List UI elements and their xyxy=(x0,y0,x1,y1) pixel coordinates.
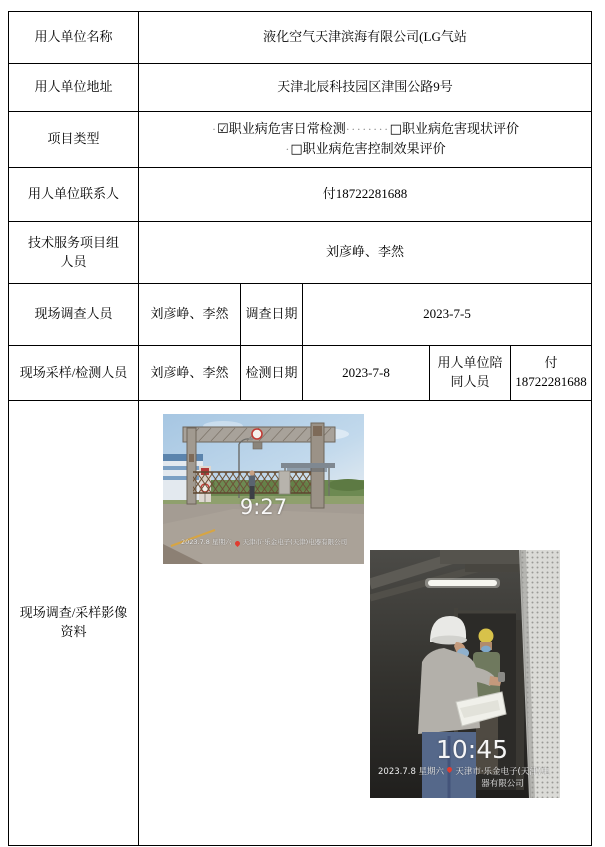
row-site-sampling xyxy=(9,346,592,401)
inspection-form-table xyxy=(8,11,592,846)
employer-name-label: 用人单位名称 xyxy=(9,12,139,64)
location-pin-icon xyxy=(233,540,240,547)
checkbox-unchecked-icon[interactable]: □ xyxy=(389,121,402,137)
employer-address-label: 用人单位地址 xyxy=(9,64,139,112)
row-site-survey xyxy=(9,284,592,346)
site-survey-label: 现场调查人员 xyxy=(9,284,139,346)
photo1-location: 天津市·乐金电子(天津)电器有限公司 xyxy=(242,538,348,546)
survey-date-label: 调查日期 xyxy=(241,284,303,346)
option-status-label: 职业病危害现状评价 xyxy=(401,120,519,136)
photo1-timestamp: 9:27 xyxy=(239,495,288,519)
checkbox-checked-icon[interactable]: ☑ xyxy=(217,121,229,137)
tech-team-label-line1: 技术服务项目组 xyxy=(27,234,119,250)
employer-contact-value: 付18722281688 xyxy=(139,168,592,222)
survey-date-value: 2023-7-5 xyxy=(303,284,592,346)
tech-team-value: 刘彦峥、李然 xyxy=(139,222,592,284)
escort-label: 用人单位陪同人员 xyxy=(430,346,511,401)
row-employer-contact xyxy=(9,168,592,222)
escort-value: 付18722281688 xyxy=(511,346,592,401)
photo1-date: 2023.7.8 星期六 xyxy=(181,538,232,546)
project-type-line-2 xyxy=(143,140,587,160)
media-content-cell xyxy=(139,401,592,846)
tech-team-label-line2: 人员 xyxy=(60,253,87,269)
media-label-line1: 现场调查/采样影像 xyxy=(19,605,128,621)
project-type-line-1 xyxy=(143,120,587,140)
employer-name-value: 液化空气天津滨海有限公司(LG气站 xyxy=(139,12,592,64)
option-control-label: 职业病危害控制效果评价 xyxy=(302,140,446,156)
site-sampling-person: 刘彦峥、李然 xyxy=(139,346,241,401)
row-media xyxy=(9,401,592,846)
project-type-options xyxy=(139,112,592,168)
row-tech-team xyxy=(9,222,592,284)
checkbox-unchecked-icon[interactable]: □ xyxy=(290,141,303,157)
row-project-type xyxy=(9,112,592,168)
dot-separator: ········ xyxy=(345,121,390,136)
photo2-caption xyxy=(378,766,550,791)
site-photo-inspection xyxy=(370,550,560,798)
employer-contact-label: 用人单位联系人 xyxy=(9,168,139,222)
space-mark: · xyxy=(212,121,217,136)
project-type-label: 项目类型 xyxy=(9,112,139,168)
employer-address-value: 天津北辰科技园区津围公路9号 xyxy=(139,64,592,112)
row-employer-address xyxy=(9,64,592,112)
photo1-caption xyxy=(181,538,347,547)
sampling-date-value: 2023-7-8 xyxy=(303,346,430,401)
photo2-location: 天津市·乐金电子(天津)电器有限公司 xyxy=(455,767,550,790)
row-employer-name xyxy=(9,12,592,64)
site-survey-person: 刘彦峥、李然 xyxy=(139,284,241,346)
tech-team-label xyxy=(9,222,139,284)
site-photo-gate xyxy=(163,414,364,564)
site-sampling-label: 现场采样/检测人员 xyxy=(9,346,139,401)
media-label xyxy=(9,401,139,846)
location-pin-icon xyxy=(446,766,453,773)
space-mark: · xyxy=(285,141,290,156)
option-daily-label: 职业病危害日常检测 xyxy=(228,120,346,136)
sampling-date-label: 检测日期 xyxy=(241,346,303,401)
media-label-line2: 资料 xyxy=(60,624,87,639)
photo2-timestamp: 10:45 xyxy=(435,735,509,764)
photo2-date: 2023.7.8 星期六 xyxy=(378,767,445,777)
